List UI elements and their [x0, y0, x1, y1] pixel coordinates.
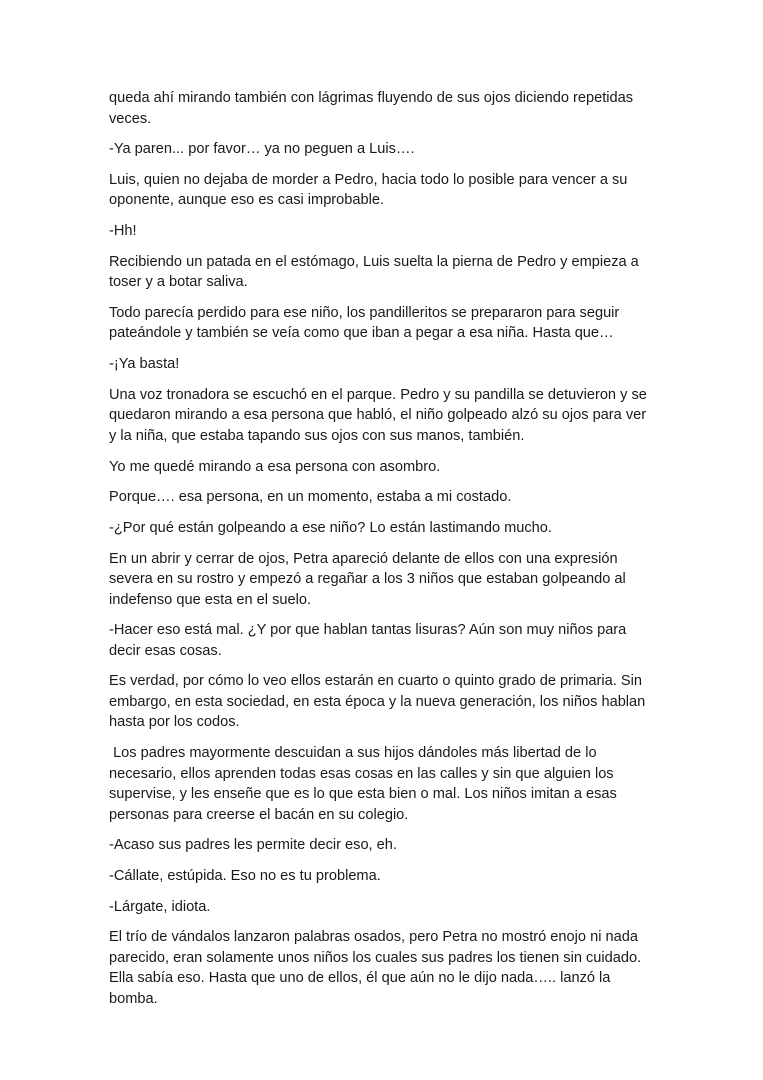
paragraph: Todo parecía perdido para ese niño, los pandilleritos se prepararon para seguir pateándole y también se veía como que iban a pegar a esa niña. Hasta que…	[109, 304, 620, 342]
paragraph: -Hh!	[109, 223, 137, 240]
paragraph: Luis, quien no dejaba de morder a Pedro, hacia todo lo posible para vencer a su oponente, aunque eso es casi improbable.	[109, 171, 628, 209]
paragraph: Yo me quedé mirando a esa persona con asombro.	[109, 458, 441, 475]
paragraph: -Cállate, estúpida. Eso no es tu problema.	[109, 868, 381, 884]
paragraph: Es verdad, por cómo lo veo ellos estarán en cuarto o quinto grado de primaria. Sin embargo, en esta sociedad, en esta época y la nueva generación, los niños hablan hasta por los codos.	[109, 673, 646, 731]
paragraph: -Ya paren... por favor… ya no peguen a Luis….	[109, 141, 415, 158]
paragraph: En un abrir y cerrar de ojos, Petra apareció delante de ellos con una expresión severa en su rostro y empezó a regañar a los 3 niños que estaban golpeando al indefenso que esta en el suelo.	[109, 550, 626, 608]
paragraph: Porque…. esa persona, en un momento, estaba a mi costado.	[109, 489, 512, 506]
paragraph: Los padres mayormente descuidan a sus hijos dándoles más libertad de lo necesario, ellos aprenden todas esas cosas en las calles y sin que alguien los supervise, y les enseñe que es lo que esta bien o mal. Los niños imitan a esas personas para creerse el bacán en su colegio.	[109, 745, 621, 823]
paragraph: -Acaso sus padres les permite decir eso, eh.	[109, 837, 397, 854]
paragraph: Una voz tronadora se escuchó en el parque. Pedro y su pandilla se detuvieron y se quedaron mirando a esa persona que habló, el niño golpeado alzó su ojos para ver y la niña, que estaba tapando sus ojos con sus manos, también.	[109, 386, 647, 444]
paragraph: -¡Ya basta!	[109, 356, 180, 373]
paragraph: -Hacer eso está mal. ¿Y por que hablan tantas lisuras? Aún son muy niños para decir esas cosas.	[109, 622, 627, 659]
paragraph: El trío de vándalos lanzaron palabras osados, pero Petra no mostró enojo ni nada parecido, eran solamente unos niños los cuales sus padres los tienen sin cuidado. Ella sabía eso. Hasta que uno de ellos, él que aún no le dijo nada….. lanzó la bomba.	[109, 929, 642, 1007]
paragraph: -Lárgate, idiota.	[109, 898, 211, 915]
paragraph: queda ahí mirando también con lágrimas fluyendo de sus ojos diciendo repetidas veces.	[109, 90, 634, 127]
body-text	[109, 88, 654, 1020]
paragraph: -¿Por qué están golpeando a ese niño? Lo están lastimando mucho.	[109, 519, 552, 536]
paragraph: Recibiendo un patada en el estómago, Luis suelta la pierna de Pedro y empieza a toser y a botar saliva.	[109, 253, 639, 291]
